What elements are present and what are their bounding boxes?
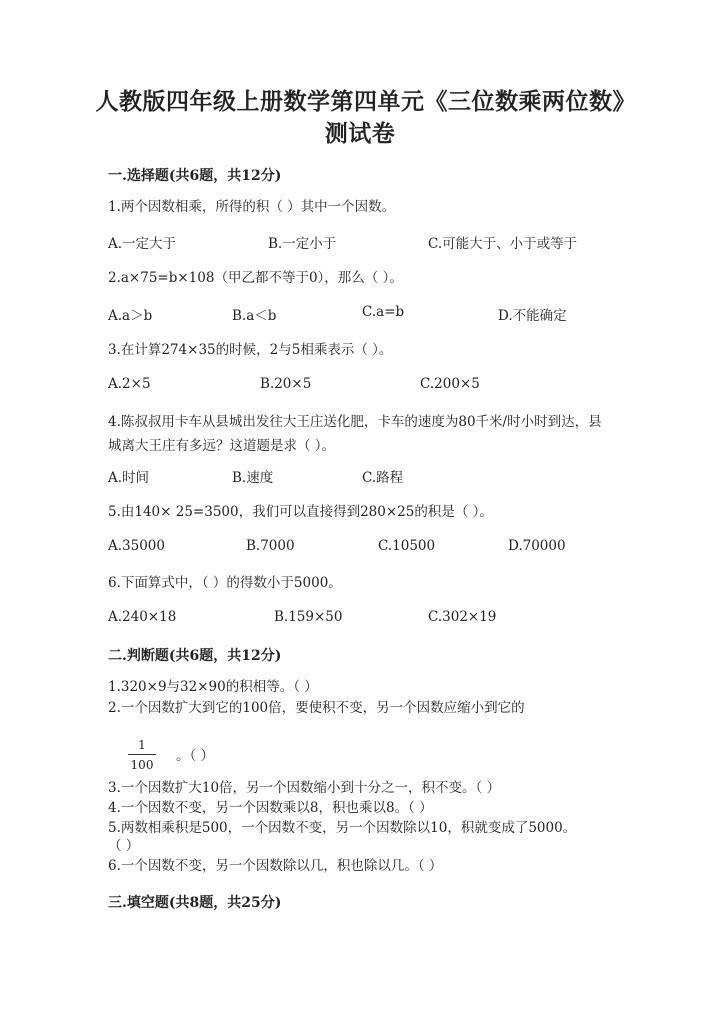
- q5-option-a[interactable]: A.35000: [108, 538, 165, 554]
- judgment-1: 1.320×9与32×90的积相等。（ ）: [108, 679, 318, 695]
- fraction-denominator: 100: [130, 758, 154, 772]
- q2-option-a[interactable]: A.a＞b: [108, 308, 153, 324]
- question-4: 4.陈叔叔用卡车从县城出发往大王庄送化肥，卡车的速度为80千米/时小时到达，县城离大王庄有多远？这道题是求（ ）。: [108, 414, 602, 454]
- section-heading-fill-in: 三.填空题(共8题，共25分): [108, 895, 282, 911]
- q2-option-b[interactable]: B.a＜b: [232, 308, 277, 324]
- q4-option-c[interactable]: C.路程: [362, 470, 404, 486]
- q6-option-a[interactable]: A.240×18: [108, 609, 177, 625]
- q5-option-d[interactable]: D.70000: [508, 538, 566, 554]
- fraction-numerator: 1: [138, 738, 146, 752]
- q5-option-b[interactable]: B.7000: [246, 538, 295, 554]
- q6-option-c[interactable]: C.302×19: [428, 609, 497, 625]
- judgment-2-answer-bracket[interactable]: 。（ ）: [176, 748, 215, 764]
- fraction-bar: [128, 754, 156, 755]
- q1-option-c[interactable]: C.可能大于、小于或等于: [428, 236, 578, 252]
- section-heading-judgment: 二.判断题(共6题，共12分): [108, 648, 282, 664]
- question-2: 2.a×75=b×108（甲乙都不等于0），那么（ ）。: [108, 270, 403, 286]
- page-title: 人教版四年级上册数学第四单元《三位数乘两位数》测试卷: [95, 88, 625, 147]
- section-heading-choice: 一.选择题(共6题，共12分): [108, 168, 282, 184]
- judgment-6: 6.一个因数不变，另一个因数除以几，积也除以几。（ ）: [108, 858, 443, 874]
- q1-option-b[interactable]: B.一定小于: [268, 236, 337, 252]
- q2-option-c[interactable]: C.a=b: [362, 304, 405, 320]
- q2-option-d[interactable]: D.不能确定: [498, 308, 567, 324]
- question-1: 1.两个因数相乘，所得的积（ ）其中一个因数。: [108, 199, 396, 215]
- question-3: 3.在计算274×35的时候，2与5相乘表示（ ）。: [108, 342, 393, 358]
- q4-option-a[interactable]: A.时间: [108, 470, 150, 486]
- judgment-5: 5.两数相乘积是500，一个因数不变，另一个因数除以10，积就变成了5000。: [108, 820, 577, 836]
- q6-option-b[interactable]: B.159×50: [274, 609, 343, 625]
- q4-option-b[interactable]: B.速度: [232, 470, 274, 486]
- q5-option-c[interactable]: C.10500: [378, 538, 436, 554]
- judgment-2: 2.一个因数扩大到它的100倍，要使积不变，另一个因数应缩小到它的: [108, 700, 525, 716]
- q1-option-a[interactable]: A.一定大于: [108, 236, 177, 252]
- fraction-one-hundredth: [128, 738, 156, 772]
- question-6: 6.下面算式中，（ ）的得数小于5000。: [108, 575, 342, 591]
- q3-option-b[interactable]: B.20×5: [260, 376, 312, 392]
- question-5: 5.由140× 25=3500，我们可以直接得到280×25的积是（ ）。: [108, 504, 493, 520]
- q3-option-c[interactable]: C.200×5: [420, 376, 480, 392]
- judgment-5-answer-bracket[interactable]: （ ）: [108, 838, 140, 854]
- q3-option-a[interactable]: A.2×5: [108, 376, 151, 392]
- judgment-4: 4.一个因数不变，另一个因数乘以8，积也乘以8。（ ）: [108, 800, 433, 816]
- judgment-3: 3.一个因数扩大10倍，另一个因数缩小到十分之一，积不变。（ ）: [108, 780, 501, 796]
